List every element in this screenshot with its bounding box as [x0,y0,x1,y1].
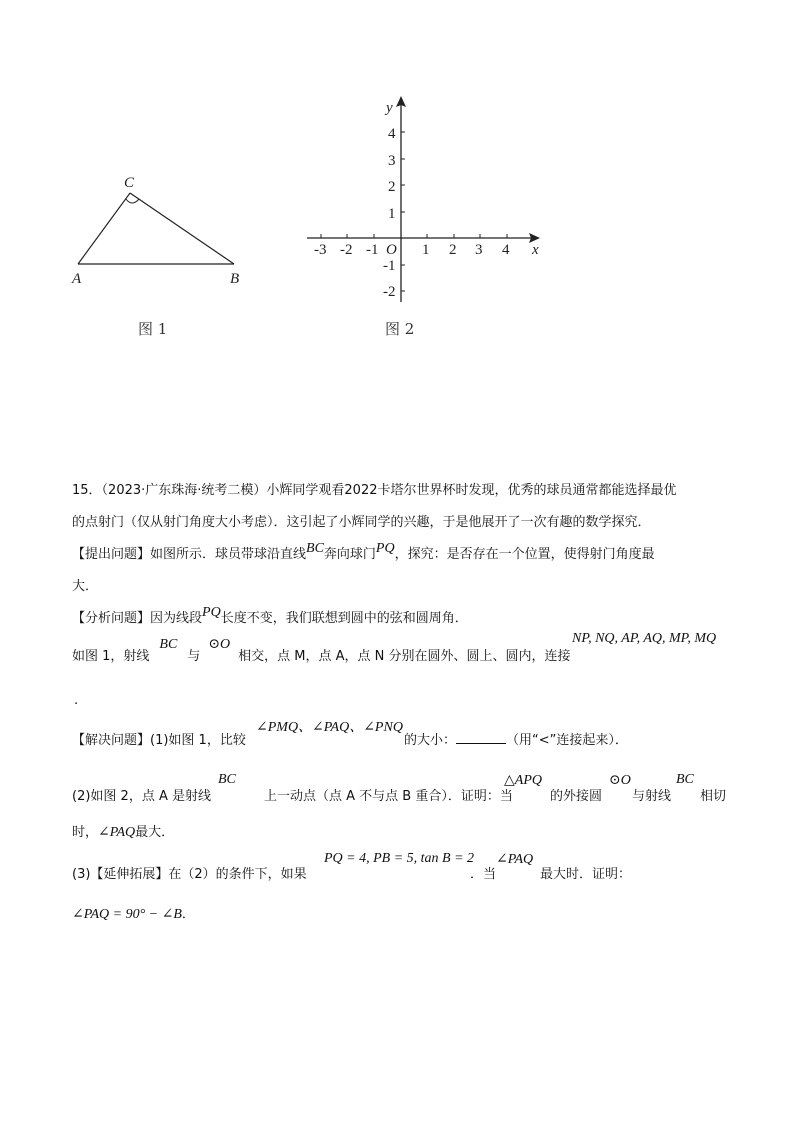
problem-text: 奔向球门 [323,547,376,562]
problem-q3-line: (3)【延伸拓展】在（2）的条件下，如果 [72,867,307,882]
period-mark: . [74,693,79,708]
problem-tiwen-line [72,541,655,564]
y-tick-label: 2 [388,179,396,195]
ray-bc: BC [159,637,178,652]
segment-pq: PQ [375,541,395,556]
problem-q3-mid: ．当 [470,867,497,882]
problem-text: (2)如图 2，点 A 是射线 [72,789,211,804]
x-tick-label: 3 [475,242,483,258]
problem-fig1-line [72,637,571,666]
y-tick-label: -1 [383,258,396,274]
problem-source: （2023·广东珠海·统考二模） [101,483,267,498]
segment-pq: PQ [202,605,221,620]
problem-q2-line-2 [72,824,174,842]
problem-q2-line [72,788,211,806]
problem-text: 时， [72,825,99,840]
label-b: B [230,271,240,287]
x-tick-label: -3 [314,242,327,258]
x-tick-label: 2 [449,242,457,258]
problem-q1-line [72,732,246,750]
q3-conditions: PQ = 4, PB = 5, tan B = 2 [324,851,475,866]
x-tick-label: -1 [366,242,379,258]
origin-label: O [386,242,397,258]
answer-blank[interactable] [456,732,506,744]
label-c: C [124,175,135,191]
ray-bc: BC [676,772,694,787]
problem-text: 【提出问题】如图所示．球员带球沿直线 [72,547,307,562]
y-tick-label: -2 [383,284,396,300]
problem-q2-end: 相切 [700,789,727,804]
problem-text: ，探究：是否存在一个位置，使得射门角度最 [394,547,655,562]
problem-q2-mid: 上一动点（点 A 不与点 B 重合）．证明：当 [264,789,513,804]
angle-paq: ∠PAQ [98,825,136,840]
problem-q3-end: 最大时．证明： [540,867,632,882]
y-axis-label: y [386,100,393,116]
x-tick-label: 4 [502,242,510,258]
problem-q2-mid2: 的外接圆 [550,789,603,804]
problem-line-1 [72,482,677,500]
side-cb [130,193,234,264]
q3-conclusion: ∠PAQ = 90° − ∠B [72,907,182,922]
y-tick-label: 1 [388,206,396,222]
problem-q1-tail [404,732,628,750]
problem-number: 15． [72,483,102,498]
problem-text: 与 [187,649,201,664]
circle-o: ⊙O [609,773,631,788]
problem-tiwen-line-2: 大． [72,579,99,594]
x-tick-label: 1 [422,242,430,258]
figure-2-coordinate-plane [300,90,555,315]
triangle-apq: △APQ [504,773,542,788]
angles-to-compare: ∠PMQ、∠PAQ、∠PNQ [256,720,403,735]
angle-c-arc [126,199,139,203]
y-tick-label: 3 [388,153,396,169]
problem-q2-mid3: 与射线 [632,789,672,804]
figure-2-caption: 图 2 [385,320,415,338]
segment-bc: BC [306,541,324,556]
problem-text: 【解决问题】(1)如图 1，比较 [72,733,246,748]
angle-paq: ∠PAQ [496,852,534,867]
circle-o: ⊙O [208,637,231,652]
problem-q3-line-2 [72,906,195,924]
x-axis-label: x [532,242,539,258]
figure-1-triangle [60,165,260,290]
problem-text: 小辉同学观看2022卡塔尔世界杯时发现，优秀的球员通常都能选择最优 [266,483,677,498]
label-a: A [72,271,82,287]
problem-text: 【分析问题】因为线段 [72,611,203,626]
problem-text: 长度不变，我们联想到圆中的弦和圆周角． [220,611,468,626]
problem-fenxi-line [72,605,468,628]
connected-segments: NP, NQ, AP, AQ, MP, MQ [572,631,717,646]
problem-text: ． [181,907,195,922]
figure-1-caption: 图 1 [138,320,168,338]
x-tick-label: -2 [340,242,353,258]
y-tick-label: 4 [388,126,396,142]
problem-text: 相交，点 M，点 A，点 N 分别在圆外、圆上、圆内，连接 [238,649,571,664]
problem-text: 的大小： [404,733,457,748]
ray-bc: BC [218,772,236,787]
problem-line-2: 的点射门（仅从射门角度大小考虑）．这引起了小辉同学的兴趣，于是他展开了一次有趣的数学探究． [72,515,651,530]
problem-text: 最大． [135,825,175,840]
problem-text: 如图 1，射线 [72,649,150,664]
side-ac [78,193,130,264]
problem-text: （用“<”连接起来）． [506,733,628,748]
